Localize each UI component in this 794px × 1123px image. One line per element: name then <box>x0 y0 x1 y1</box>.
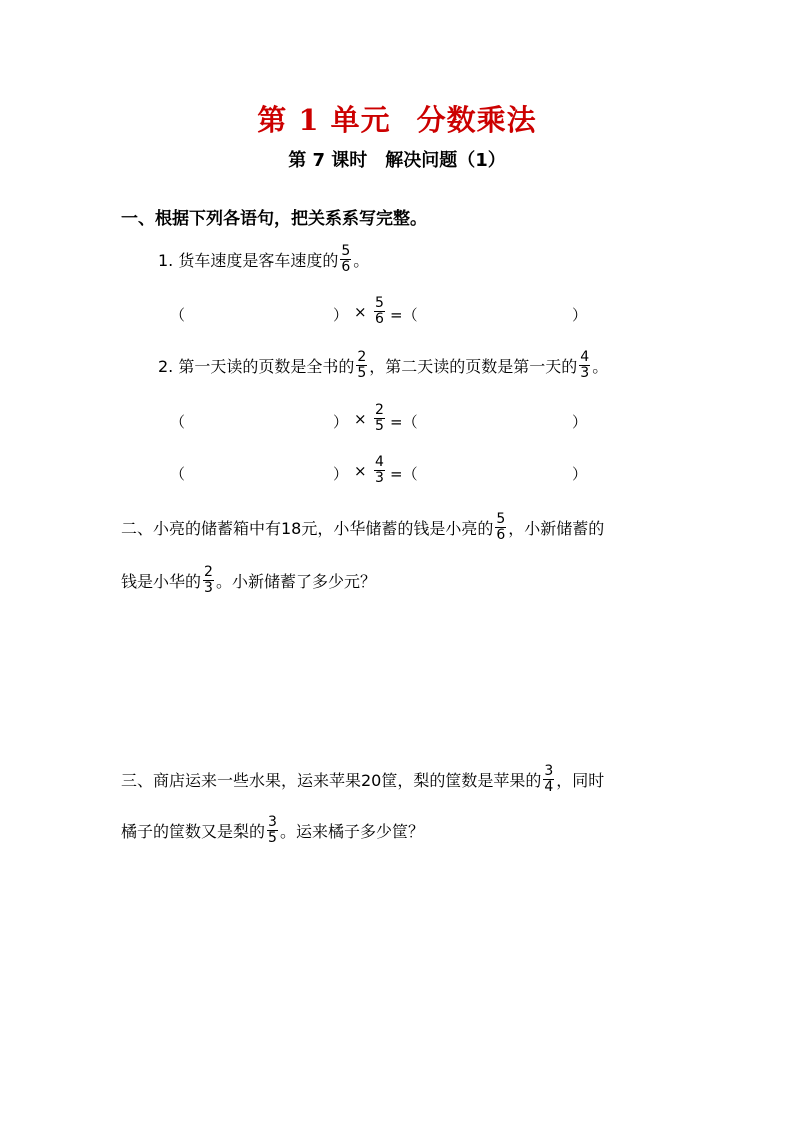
section3-line2-b: 。运来橘子多少筐？ <box>279 822 424 841</box>
section1-item1 <box>158 243 370 277</box>
item2-fraction-2 <box>579 350 590 381</box>
section2-fraction-2 <box>203 565 214 596</box>
eq2-frac-den: 5 <box>375 418 384 434</box>
section2-fraction-1 <box>495 512 506 543</box>
section3-fraction-1 <box>543 764 554 795</box>
eq2-frac-num: 2 <box>375 402 384 418</box>
section2-frac2-den: 3 <box>204 580 213 596</box>
section3-frac2-num: 3 <box>268 814 277 830</box>
item2-frac2-den: 3 <box>580 365 590 381</box>
item2-fraction-1 <box>356 350 367 381</box>
item2-text-a: 2. 第一天读的页数是全书的 <box>158 357 355 376</box>
section2-frac1-den: 6 <box>496 527 506 543</box>
title-unit: 第 1 单元 <box>257 103 391 137</box>
item1-fraction <box>340 244 351 275</box>
section2-line2 <box>121 565 376 599</box>
section3-frac1-num: 3 <box>544 763 554 779</box>
eq1-blank-1[interactable] <box>196 300 328 324</box>
eq3-blank-2[interactable] <box>430 459 570 483</box>
section3-line1-b: ，同时 <box>556 771 605 790</box>
eq2-close-paren: ） <box>572 413 588 431</box>
section3-line2 <box>121 815 424 849</box>
section2-line1-a: 二、小亮的储蓄箱中有18元，小华储蓄的钱是小亮的 <box>121 519 494 538</box>
eq2-left-paren: （ <box>170 413 186 431</box>
item2-text-b: ，第二天读的页数是第一天的 <box>369 357 578 376</box>
item2-frac1-num: 2 <box>357 349 367 365</box>
eq1-left-paren: （ <box>170 306 186 324</box>
section1-item2 <box>158 349 609 383</box>
section2-line2-b: 。小新储蓄了多少元？ <box>215 572 376 591</box>
page-title <box>0 98 794 139</box>
eq2-equals: =（ <box>390 413 418 431</box>
eq2-blank-2[interactable] <box>430 407 570 431</box>
eq1-frac-num: 5 <box>375 295 384 311</box>
eq3-equals: =（ <box>390 465 418 483</box>
item1-end: 。 <box>353 251 370 270</box>
section3-frac1-den: 4 <box>544 779 554 795</box>
equation-row-1 <box>0 295 794 332</box>
item1-text: 1. 货车速度是客车速度的 <box>158 251 339 270</box>
section2-line1 <box>121 512 604 546</box>
equation-row-2 <box>0 402 794 439</box>
item1-frac-den: 6 <box>341 259 351 275</box>
eq3-frac-den: 3 <box>375 470 384 486</box>
eq1-blank-2[interactable] <box>430 300 570 324</box>
section3-frac2-den: 5 <box>268 830 277 846</box>
eq1-fraction <box>374 296 385 327</box>
title-topic: 分数乘法 <box>416 103 537 137</box>
eq2-blank-1[interactable] <box>196 407 328 431</box>
subtitle-lesson: 第 7 课时 <box>288 150 368 171</box>
section3-line1 <box>121 764 604 798</box>
item2-frac2-num: 4 <box>580 349 590 365</box>
eq3-blank-1[interactable] <box>196 459 328 483</box>
item2-end: 。 <box>592 357 609 376</box>
section1-heading: 一、根据下列各语句，把关系系写完整。 <box>121 209 427 229</box>
eq1-frac-den: 6 <box>375 311 384 327</box>
section2-frac1-num: 5 <box>496 511 506 527</box>
eq1-right-paren: ） <box>333 306 349 324</box>
eq1-times: × <box>354 303 367 321</box>
item2-frac1-den: 5 <box>357 365 367 381</box>
section2-line2-a: 钱是小华的 <box>121 572 202 591</box>
section3-line2-a: 橘子的筐数又是梨的 <box>121 822 266 841</box>
subtitle-topic: 解决问题（1） <box>385 150 506 171</box>
eq1-equals: =（ <box>390 306 418 324</box>
eq3-close-paren: ） <box>572 465 588 483</box>
eq2-right-paren: ） <box>333 413 349 431</box>
eq3-left-paren: （ <box>170 465 186 483</box>
section2-line1-b: ，小新储蓄的 <box>508 519 605 538</box>
eq3-times: × <box>354 462 367 480</box>
item1-frac-num: 5 <box>341 243 351 259</box>
section3-fraction-2 <box>267 815 278 846</box>
equation-row-3 <box>0 454 794 491</box>
eq1-close-paren: ） <box>572 306 588 324</box>
eq3-fraction <box>374 455 385 486</box>
eq3-right-paren: ） <box>333 465 349 483</box>
eq3-frac-num: 4 <box>375 454 384 470</box>
eq2-fraction <box>374 403 385 434</box>
eq2-times: × <box>354 410 367 428</box>
section2-frac2-num: 2 <box>204 564 213 580</box>
section3-line1-a: 三、商店运来一些水果，运来苹果20筐，梨的筐数是苹果的 <box>121 771 542 790</box>
page-subtitle <box>0 146 794 172</box>
